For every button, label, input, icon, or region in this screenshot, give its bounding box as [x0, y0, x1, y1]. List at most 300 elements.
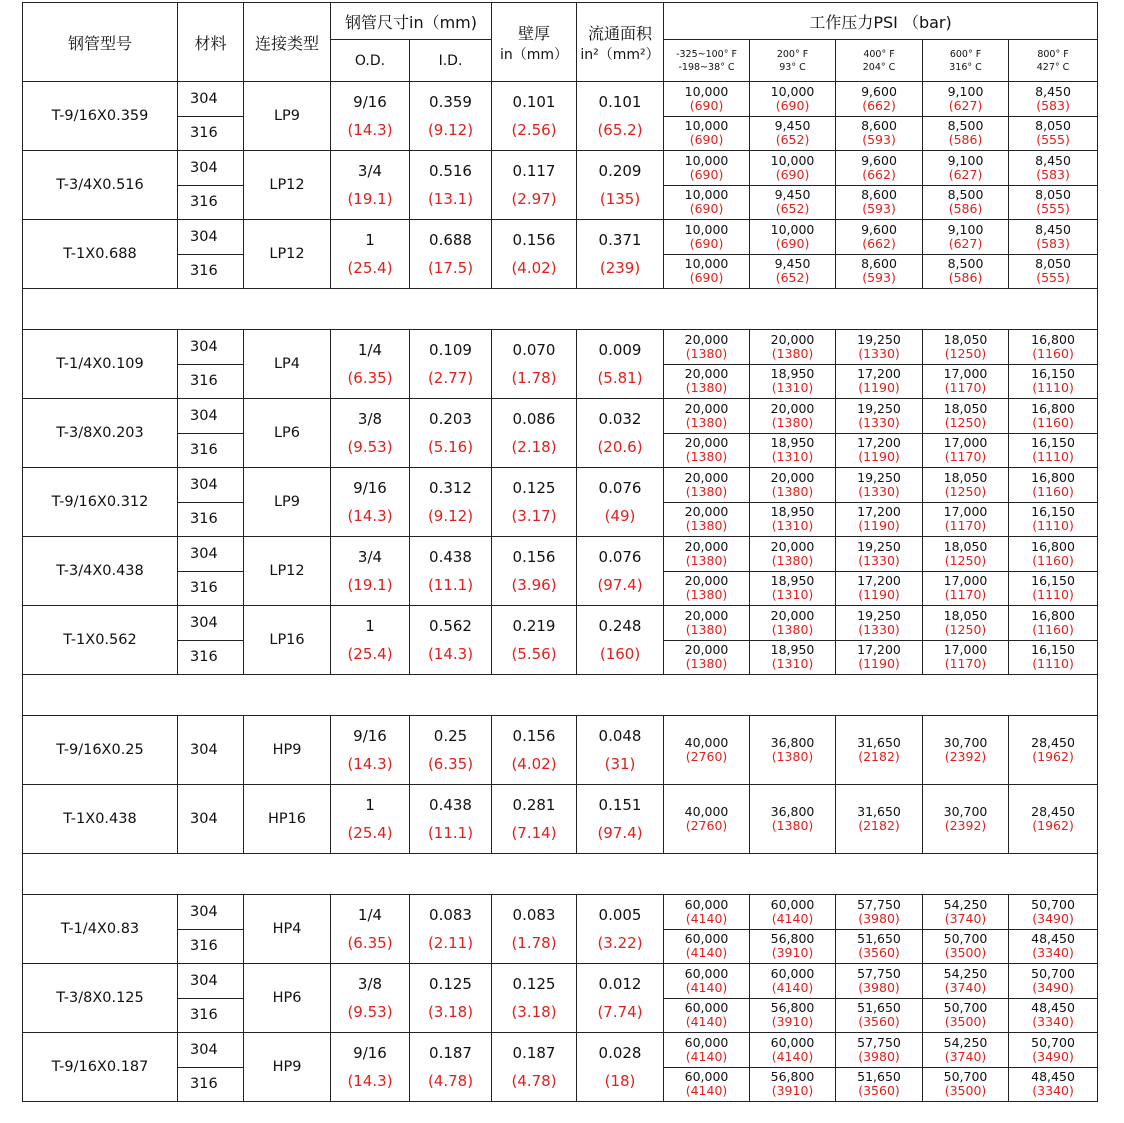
pressure-psi: 9,600 — [861, 83, 897, 99]
material-cell: 316 — [178, 1067, 244, 1102]
group-separator — [23, 289, 1098, 330]
pressure-bar: (1250) — [944, 414, 987, 430]
flow-cell — [577, 895, 664, 964]
model-cell: T-1/4X0.83 — [23, 895, 178, 964]
pressure-cell — [1009, 571, 1098, 606]
pressure-cell — [750, 254, 836, 289]
id-cell — [410, 468, 492, 537]
value-mm: (25.4) — [347, 824, 393, 842]
pressure-psi: 8,600 — [861, 118, 897, 134]
material-cell: 316 — [178, 929, 244, 964]
value-mm: (1.78) — [511, 369, 557, 387]
header-wall-unit: in（mm） — [499, 46, 569, 63]
pressure-bar: (4140) — [771, 979, 814, 995]
temp-f: 800° F — [1037, 48, 1069, 60]
pressure-bar: (1380) — [771, 414, 814, 430]
pressure-psi: 16,800 — [1031, 400, 1075, 416]
value-mm: (6.35) — [427, 755, 474, 773]
pressure-cell — [664, 116, 750, 151]
header-temp — [664, 40, 750, 82]
material-cell: 304 — [178, 151, 244, 186]
pressure-cell — [923, 364, 1009, 399]
pressure-bar: (1962) — [1032, 818, 1074, 833]
pressure-cell — [923, 185, 1009, 220]
wall-cell — [492, 785, 577, 854]
pressure-psi: 8,450 — [1035, 83, 1071, 99]
pressure-psi: 60,000 — [770, 965, 815, 981]
pressure-cell — [923, 502, 1009, 537]
temp-c: 93° C — [779, 61, 806, 73]
pressure-cell — [750, 1033, 836, 1068]
pressure-psi: 56,800 — [770, 1069, 815, 1085]
pressure-bar: (3560) — [858, 1083, 900, 1099]
pressure-cell — [923, 964, 1009, 999]
pressure-bar: (3500) — [944, 1014, 987, 1030]
od-cell — [331, 220, 410, 289]
value-in: 0.438 — [429, 548, 472, 566]
pressure-bar: (1330) — [858, 345, 900, 361]
pressure-bar: (3740) — [944, 1048, 987, 1064]
wall-cell — [492, 330, 577, 399]
wall-cell — [492, 151, 577, 220]
material-cell: 304 — [178, 606, 244, 641]
value-mm: (2.18) — [511, 438, 557, 456]
material-cell: 316 — [178, 254, 244, 289]
id-cell — [410, 716, 492, 785]
pressure-bar: (1310) — [771, 656, 814, 672]
header-flow — [577, 3, 664, 82]
pressure-cell — [1009, 502, 1098, 537]
pressure-bar: (586) — [948, 270, 983, 286]
pressure-cell — [923, 998, 1009, 1033]
od-cell — [331, 606, 410, 675]
material-cell: 304 — [178, 330, 244, 365]
material-cell: 304 — [178, 468, 244, 503]
pressure-cell — [750, 151, 836, 186]
pressure-bar: (652) — [775, 270, 810, 286]
pressure-bar: (1380) — [771, 345, 814, 361]
pressure-cell — [664, 220, 750, 255]
separator-cell — [23, 854, 1098, 895]
pressure-bar: (662) — [862, 166, 896, 182]
value-mm: (9.53) — [347, 438, 393, 456]
pressure-bar: (1110) — [1032, 587, 1074, 603]
model-cell: T-1X0.438 — [23, 785, 178, 854]
material-cell: 316 — [178, 998, 244, 1033]
connection-cell: LP9 — [244, 468, 331, 537]
pressure-bar: (1330) — [858, 414, 900, 430]
pressure-cell — [923, 468, 1009, 503]
pressure-bar: (1380) — [685, 621, 728, 637]
pressure-psi: 16,800 — [1031, 331, 1075, 347]
pressure-psi: 9,450 — [774, 256, 811, 272]
value-mm: (7.74) — [597, 1003, 643, 1021]
value-mm: (1.78) — [511, 934, 557, 952]
od-cell — [331, 151, 410, 220]
value-in: 0.048 — [598, 727, 642, 745]
header-flow-unit: in²（mm²） — [580, 46, 660, 63]
pressure-cell — [923, 640, 1009, 675]
pressure-bar: (4140) — [685, 1048, 728, 1064]
pressure-bar: (1110) — [1032, 380, 1074, 396]
pressure-psi: 18,050 — [943, 400, 988, 416]
flow-cell — [577, 330, 664, 399]
value-in: 0.371 — [598, 231, 642, 249]
value-in: 0.25 — [433, 727, 468, 745]
material-cell: 316 — [178, 116, 244, 151]
value-in: 0.151 — [598, 796, 642, 814]
value-in: 0.032 — [598, 410, 642, 428]
pressure-psi: 8,500 — [947, 187, 984, 203]
pressure-bar: (4140) — [771, 910, 814, 926]
header-pressure: 工作压力PSI （bar) — [664, 3, 1098, 40]
pressure-bar: (1250) — [944, 483, 987, 499]
pressure-cell — [836, 185, 923, 220]
value-in: 0.281 — [512, 796, 556, 814]
pressure-psi: 16,150 — [1031, 435, 1075, 451]
pressure-psi: 20,000 — [770, 538, 815, 554]
connection-cell: LP16 — [244, 606, 331, 675]
pressure-cell — [750, 433, 836, 468]
pressure-psi: 18,950 — [770, 366, 815, 382]
value-in: 0.101 — [512, 93, 556, 111]
group-separator — [23, 675, 1098, 716]
id-cell — [410, 1033, 492, 1102]
pressure-cell — [836, 537, 923, 572]
pressure-bar: (3490) — [1032, 1048, 1074, 1064]
temp-c: -198~38° C — [678, 61, 735, 73]
pressure-bar: (3340) — [1032, 1083, 1074, 1099]
pressure-cell — [750, 399, 836, 434]
value-in: 0.219 — [512, 617, 556, 635]
pressure-psi: 48,450 — [1031, 1069, 1075, 1085]
value-in: 1/4 — [357, 906, 383, 924]
pressure-bar: (3340) — [1032, 1014, 1074, 1030]
pressure-bar: (2392) — [944, 818, 987, 833]
value-in: 1 — [365, 617, 375, 635]
pressure-bar: (593) — [862, 201, 896, 217]
id-cell — [410, 399, 492, 468]
pressure-bar: (1160) — [1032, 621, 1074, 637]
pressure-psi: 10,000 — [770, 221, 815, 237]
pressure-psi: 60,000 — [770, 896, 815, 912]
value-in: 0.156 — [512, 231, 556, 249]
pressure-cell — [923, 433, 1009, 468]
separator-cell — [23, 675, 1098, 716]
pressure-bar: (555) — [1036, 270, 1070, 286]
table-row — [23, 895, 1098, 930]
value-mm: (3.18) — [511, 1003, 557, 1021]
pressure-bar: (1190) — [858, 518, 900, 534]
pressure-psi: 20,000 — [770, 331, 815, 347]
pressure-cell — [1009, 185, 1098, 220]
pressure-bar: (4140) — [771, 1048, 814, 1064]
temp-f: 400° F — [863, 48, 895, 60]
pressure-cell — [750, 468, 836, 503]
pressure-psi: 8,500 — [947, 118, 984, 134]
model-cell: T-3/8X0.125 — [23, 964, 178, 1033]
pressure-bar: (4140) — [685, 1014, 728, 1030]
value-in: 0.562 — [429, 617, 472, 635]
connection-cell: LP12 — [244, 151, 331, 220]
value-mm: (6.35) — [347, 934, 393, 952]
pipe-spec-sheet — [22, 2, 1097, 1102]
pressure-bar: (3500) — [944, 945, 987, 961]
pressure-cell — [750, 716, 836, 785]
pressure-cell — [750, 220, 836, 255]
table-row — [23, 468, 1098, 503]
pressure-psi: 16,800 — [1031, 469, 1075, 485]
pressure-bar: (1380) — [771, 483, 814, 499]
pressure-bar: (1380) — [685, 345, 728, 361]
flow-cell — [577, 468, 664, 537]
value-mm: (65.2) — [597, 121, 643, 139]
model-cell: T-1X0.688 — [23, 220, 178, 289]
pressure-psi: 10,000 — [684, 221, 729, 237]
pressure-cell — [750, 364, 836, 399]
pressure-cell — [1009, 929, 1098, 964]
pressure-cell — [923, 399, 1009, 434]
value-mm: (4.78) — [427, 1072, 474, 1090]
pressure-psi: 17,000 — [943, 642, 988, 658]
pressure-psi: 18,050 — [943, 469, 988, 485]
material-cell: 316 — [178, 433, 244, 468]
pressure-psi: 16,150 — [1031, 573, 1075, 589]
pressure-cell — [750, 82, 836, 117]
pressure-bar: (1110) — [1032, 518, 1074, 534]
value-in: 0.125 — [512, 975, 556, 993]
model-cell: T-9/16X0.312 — [23, 468, 178, 537]
id-cell — [410, 895, 492, 964]
pressure-bar: (1160) — [1032, 345, 1074, 361]
value-in: 0.028 — [598, 1044, 642, 1062]
pressure-bar: (3490) — [1032, 979, 1074, 995]
connection-cell: LP12 — [244, 220, 331, 289]
pressure-bar: (1380) — [685, 449, 728, 465]
material-cell: 304 — [178, 895, 244, 930]
value-mm: (2.77) — [427, 369, 474, 387]
model-cell: T-1/4X0.109 — [23, 330, 178, 399]
pressure-psi: 20,000 — [770, 469, 815, 485]
value-in: 1 — [365, 796, 375, 814]
table-row — [23, 82, 1098, 117]
pressure-psi: 28,450 — [1031, 804, 1075, 819]
pressure-psi: 17,200 — [857, 642, 901, 658]
pressure-bar: (1110) — [1032, 656, 1074, 672]
pressure-cell — [1009, 1033, 1098, 1068]
material-cell: 316 — [178, 571, 244, 606]
id-cell — [410, 220, 492, 289]
value-in: 0.209 — [598, 162, 642, 180]
pressure-cell — [1009, 330, 1098, 365]
pressure-cell — [750, 964, 836, 999]
pressure-cell — [1009, 220, 1098, 255]
pressure-psi: 8,500 — [947, 256, 984, 272]
value-in: 0.009 — [598, 341, 642, 359]
od-cell — [331, 399, 410, 468]
pressure-psi: 20,000 — [770, 607, 815, 623]
pressure-bar: (1310) — [771, 449, 814, 465]
value-mm: (3.22) — [597, 934, 643, 952]
pressure-psi: 20,000 — [684, 435, 729, 451]
value-mm: (2.56) — [511, 121, 557, 139]
value-in: 3/4 — [357, 162, 383, 180]
value-mm: (2.97) — [511, 190, 557, 208]
pressure-cell — [750, 502, 836, 537]
value-in: 3/4 — [357, 548, 383, 566]
value-in: 0.076 — [598, 479, 642, 497]
pressure-psi: 40,000 — [684, 735, 729, 750]
pressure-psi: 17,000 — [943, 366, 988, 382]
wall-cell — [492, 716, 577, 785]
connection-cell: LP12 — [244, 537, 331, 606]
pressure-psi: 60,000 — [684, 931, 729, 947]
pressure-bar: (3740) — [944, 910, 987, 926]
temp-f: -325~100° F — [676, 48, 737, 60]
pressure-cell — [836, 571, 923, 606]
pressure-psi: 54,250 — [943, 1034, 988, 1050]
flow-cell — [577, 82, 664, 151]
model-cell: T-3/4X0.516 — [23, 151, 178, 220]
pressure-psi: 40,000 — [684, 804, 729, 819]
pressure-bar: (3980) — [858, 1048, 900, 1064]
pressure-bar: (690) — [689, 166, 724, 182]
table-row — [23, 716, 1098, 785]
value-in: 0.187 — [429, 1044, 472, 1062]
pressure-cell — [836, 364, 923, 399]
pressure-psi: 9,100 — [947, 152, 984, 168]
value-in: 0.086 — [512, 410, 556, 428]
pressure-psi: 50,700 — [943, 931, 988, 947]
value-in: 0.083 — [512, 906, 556, 924]
pressure-bar: (1250) — [944, 345, 987, 361]
material-cell: 316 — [178, 502, 244, 537]
pressure-psi: 18,950 — [770, 573, 815, 589]
value-in: 9/16 — [353, 93, 387, 111]
pressure-bar: (1190) — [858, 656, 900, 672]
pressure-psi: 19,250 — [857, 331, 901, 347]
value-in: 3/8 — [357, 410, 383, 428]
pressure-cell — [664, 185, 750, 220]
od-cell — [331, 895, 410, 964]
pressure-psi: 56,800 — [770, 931, 815, 947]
pressure-psi: 17,200 — [857, 435, 901, 451]
pressure-psi: 20,000 — [684, 642, 729, 658]
pressure-psi: 20,000 — [684, 400, 729, 416]
wall-cell — [492, 468, 577, 537]
pressure-psi: 19,250 — [857, 607, 901, 623]
material-cell: 316 — [178, 640, 244, 675]
value-in: 0.156 — [512, 548, 556, 566]
header-material: 材料 — [178, 3, 244, 82]
value-in: 0.688 — [429, 231, 472, 249]
flow-cell — [577, 964, 664, 1033]
pressure-bar: (4140) — [685, 1083, 728, 1099]
pressure-bar: (690) — [689, 132, 724, 148]
pressure-psi: 57,750 — [857, 896, 901, 912]
header-id: I.D. — [410, 40, 492, 82]
model-cell: T-3/8X0.203 — [23, 399, 178, 468]
wall-cell — [492, 964, 577, 1033]
connection-cell: LP6 — [244, 399, 331, 468]
value-mm: (4.78) — [511, 1072, 557, 1090]
value-mm: (4.02) — [511, 259, 557, 277]
pressure-psi: 9,600 — [861, 152, 897, 168]
pressure-psi: 17,000 — [943, 435, 988, 451]
pressure-bar: (3340) — [1032, 945, 1074, 961]
pressure-psi: 9,450 — [774, 118, 811, 134]
pressure-psi: 19,250 — [857, 400, 901, 416]
pressure-cell — [1009, 364, 1098, 399]
pressure-psi: 18,950 — [770, 504, 815, 520]
pressure-cell — [1009, 537, 1098, 572]
table-row — [23, 606, 1098, 641]
pressure-psi: 17,000 — [943, 573, 988, 589]
flow-cell — [577, 151, 664, 220]
pressure-bar: (593) — [862, 270, 896, 286]
value-in: 0.156 — [512, 727, 556, 745]
od-cell — [331, 716, 410, 785]
connection-cell: LP4 — [244, 330, 331, 399]
pressure-cell — [1009, 433, 1098, 468]
value-mm: (14.3) — [347, 121, 393, 139]
pressure-cell — [750, 640, 836, 675]
value-mm: (5.81) — [597, 369, 643, 387]
pressure-bar: (1330) — [858, 621, 900, 637]
id-cell — [410, 82, 492, 151]
value-in: 1/4 — [357, 341, 383, 359]
pressure-psi: 30,700 — [943, 804, 988, 819]
pressure-psi: 9,100 — [947, 83, 984, 99]
od-cell — [331, 468, 410, 537]
pressure-psi: 16,150 — [1031, 504, 1075, 520]
pressure-cell — [1009, 1067, 1098, 1102]
pressure-cell — [664, 640, 750, 675]
material-cell: 304 — [178, 82, 244, 117]
pressure-cell — [836, 785, 923, 854]
pressure-cell — [836, 502, 923, 537]
pressure-cell — [836, 151, 923, 186]
pressure-cell — [1009, 998, 1098, 1033]
pressure-cell — [1009, 606, 1098, 641]
id-cell — [410, 537, 492, 606]
pressure-cell — [836, 1067, 923, 1102]
pressure-psi: 30,700 — [943, 735, 988, 750]
od-cell — [331, 964, 410, 1033]
pressure-bar: (1380) — [771, 749, 814, 764]
connection-cell: HP9 — [244, 716, 331, 785]
value-mm: (14.3) — [347, 1072, 393, 1090]
pressure-cell — [1009, 716, 1098, 785]
pressure-psi: 8,050 — [1035, 187, 1071, 203]
pressure-psi: 18,050 — [943, 538, 988, 554]
pressure-cell — [664, 606, 750, 641]
flow-cell — [577, 537, 664, 606]
pressure-cell — [1009, 254, 1098, 289]
pressure-psi: 18,050 — [943, 331, 988, 347]
value-in: 0.125 — [512, 479, 556, 497]
pressure-cell — [664, 964, 750, 999]
wall-cell — [492, 82, 577, 151]
value-in: 0.248 — [598, 617, 642, 635]
pressure-bar: (3500) — [944, 1083, 987, 1099]
value-mm: (18) — [604, 1072, 636, 1090]
material-cell: 316 — [178, 364, 244, 399]
pressure-cell — [836, 468, 923, 503]
pressure-psi: 60,000 — [770, 1034, 815, 1050]
pressure-psi: 10,000 — [770, 83, 815, 99]
value-mm: (49) — [604, 507, 636, 525]
